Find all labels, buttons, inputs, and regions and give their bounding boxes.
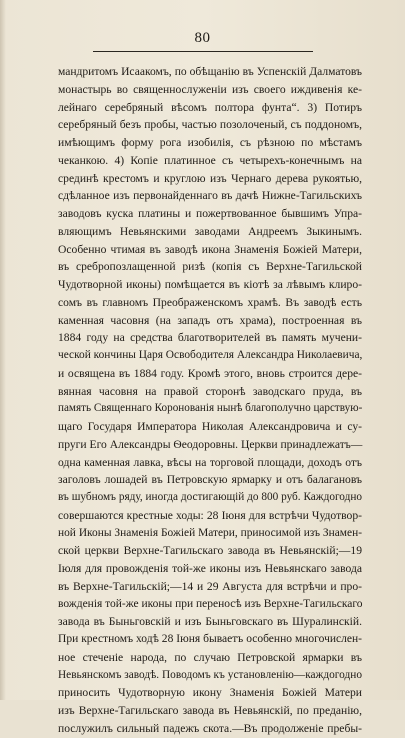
text-line: изъ Верхне-Тагильскаго завода въ Невьянскій, по преданію, xyxy=(58,704,362,717)
text-line: лейнаго серебряный вѣсомъ полтора фунта“. 3) Потиръ xyxy=(58,100,362,114)
text-line: 1884 году на средства благотворителей въ память мучени- xyxy=(58,331,362,345)
text-line: каменная часовня (на западъ отъ храма), построенная въ xyxy=(58,313,362,327)
text-line: завода въ Быньговскій и изъ Быньговскаго въ Шуралинскій. xyxy=(58,615,362,629)
text-line: совершаются крестные ходы: 28 Іюня для встрѣчи Чудотвор- xyxy=(58,508,362,522)
body-text xyxy=(58,63,362,738)
text-line: имѣющимъ форму рога изобилія, съ рѣзною по мѣстамъ xyxy=(58,136,362,149)
text-line: ческой кончины Царя Освободителя Александра Николаевича, xyxy=(58,349,363,361)
text-line: въ сребропозлащенной ризѣ (копія съ Верхне-Тагильской xyxy=(58,260,362,274)
text-line: вянная часовня на правой сторонѣ заводскаго пруда, въ xyxy=(58,384,362,398)
text-line: щаго Государя Императора Николая Александровича и су- xyxy=(58,420,362,433)
page-number: 80 xyxy=(194,30,211,46)
text-line: монастырь во священнослуженіи изъ своего иждивенія ке- xyxy=(58,82,362,96)
text-line: серебряный безъ пробы, частью позолоченый, съ поддономъ, xyxy=(58,118,362,132)
text-line: мандритомъ Исаакомъ, по обѣщанію въ Успенскій Далматовъ xyxy=(58,65,362,78)
text-line: память Священнаго Коронованія нынѣ благополучно царствую- xyxy=(58,402,363,415)
text-line: вляющимъ Невьянскими заводами Андреемъ Зыкинымъ. xyxy=(58,224,362,238)
text-line: При крестномъ ходѣ 28 Іюня бываетъ особенно многочислен- xyxy=(58,633,362,645)
text-line: вожденія той-же иконы при переносѣ изъ Верхне-Тагильскаго xyxy=(58,597,363,610)
text-line: сомъ въ главномъ Преображенскомъ храмѣ. Въ заводѣ есть xyxy=(58,295,362,309)
text-line: заголовъ лошадей въ Петровскую ярмарку и отъ балагановъ xyxy=(58,473,362,487)
text-line: Чудотворной иконы) помѣщается въ кіотѣ за лѣвымъ клиро- xyxy=(58,278,362,291)
header-rule xyxy=(93,51,313,52)
text-line: пруги Его Александры Ѳеодоровны. Церкви принадлежатъ— xyxy=(58,437,363,451)
text-line: и освящена въ 1884 году. Кромѣ этого, вновь строится дере- xyxy=(58,366,362,380)
text-line: сдѣланное изъ первонайденнаго въ дачѣ Нижне-Тагильскихъ xyxy=(58,189,362,203)
text-line: Іюля для провожденія той-же иконы изъ Невьянскаго завода xyxy=(58,562,362,575)
text-line: приносить Чудотворную икону Знаменія Божіей Матери xyxy=(58,686,362,700)
text-line: въ Верхне-Тагильскій;—14 и 29 Августа для встрѣчи и про- xyxy=(58,579,362,593)
text-line: Особенно чтимая въ заводѣ икона Знаменія Божіей Матери, xyxy=(58,242,362,256)
text-line: въ шубномъ ряду, иногда достигающій до 800 руб. Каждогодно xyxy=(58,491,362,503)
text-line: ное стеченіе народа, по случаю Петровской ярмарки въ xyxy=(58,650,362,664)
text-line: послужилъ сильный падежъ скота.—Въ продолженіе пребы- xyxy=(58,721,362,735)
text-line: заводовъ куска платины и пожертвованное бывшимъ Упра- xyxy=(58,207,362,220)
text-line: ской церкви Верхне-Тагильскаго завода въ Невьянскій;—19 xyxy=(58,544,362,558)
text-line: ной Иконы Знаменія Божіей Матери, приносимой изъ Знамен- xyxy=(58,526,362,539)
text-line: одна каменная лавка, вѣсы на торговой площади, доходъ отъ xyxy=(58,455,362,469)
text-line: срединѣ крестомъ и круглою изъ Чернаго дерева рукоятью, xyxy=(58,171,362,185)
text-line: чеканкою. 4) Копіе платинное съ четырехъ-конечнымъ на xyxy=(58,153,362,167)
text-line: Невьянскомъ заводѣ. Поводомъ къ установленію—каждогодно xyxy=(58,668,362,681)
